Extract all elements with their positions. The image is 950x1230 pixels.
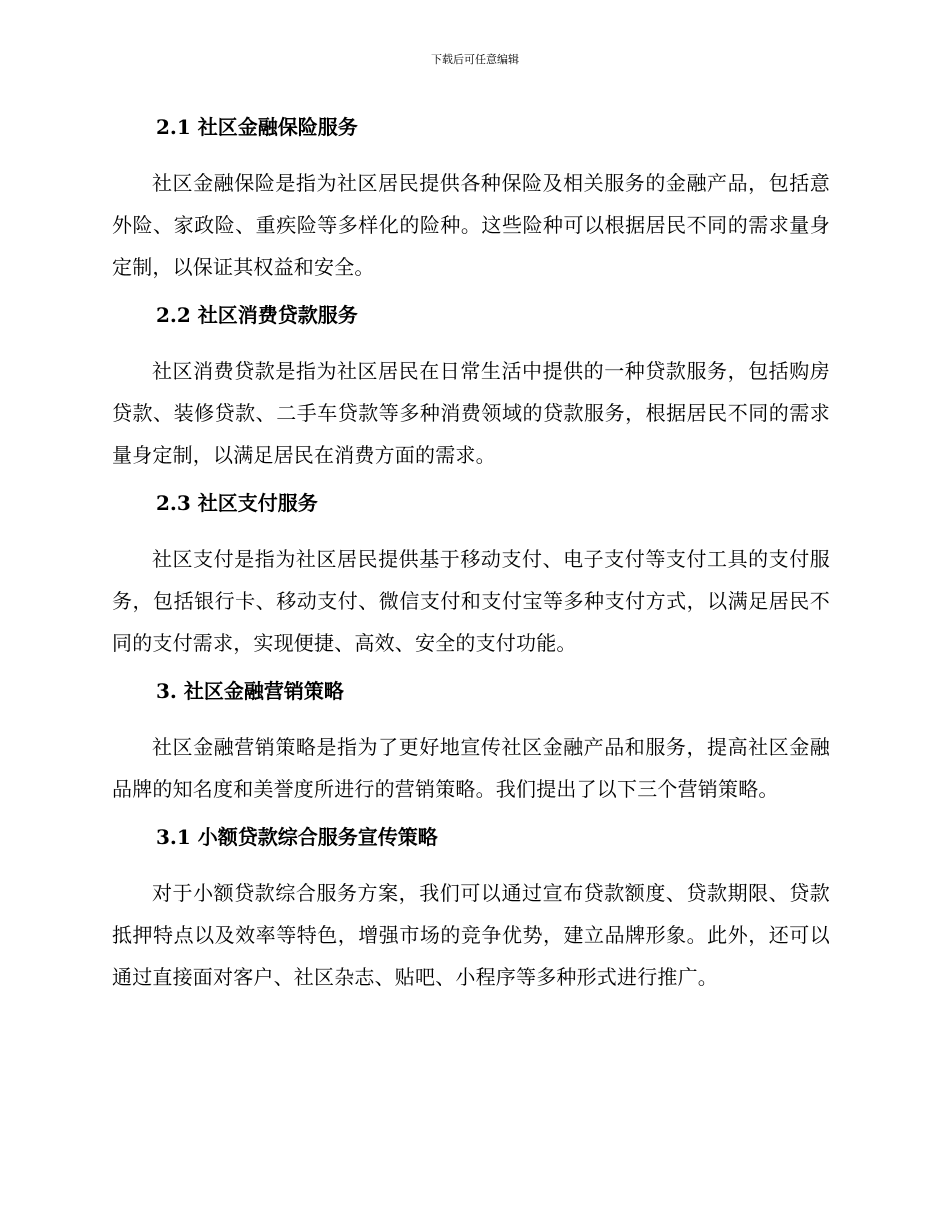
section-heading-2-2: 2.2 社区消费贷款服务: [156, 303, 358, 327]
section-heading-2-3: 2.3 社区支付服务: [156, 491, 318, 515]
section-paragraph-2-3: 社区支付是指为社区居民提供基于移动支付、电子支付等支付工具的支付服务，包括银行卡、移动支付、微信支付和支付宝等多种支付方式，以满足居民不同的支付需求，实现便捷、高效、安全的支付功能。: [112, 547, 830, 655]
section-paragraph-3: 社区金融营销策略是指为了更好地宣传社区金融产品和服务，提高社区金融品牌的知名度和美誉度所进行的营销策略。我们提出了以下三个营销策略。: [112, 735, 830, 801]
section-paragraph-3-1: 对于小额贷款综合服务方案，我们可以通过宣布贷款额度、贷款期限、贷款抵押特点以及效率等特色，增强市场的竞争优势，建立品牌形象。此外，还可以通过直接面对客户、社区杂志、贴吧、小程序等多种形式进行推广。: [112, 881, 830, 989]
section-heading-3-1: 3.1 小额贷款综合服务宣传策略: [156, 825, 438, 849]
document-body: [112, 110, 830, 998]
section-paragraph-2-1: 社区金融保险是指为社区居民提供各种保险及相关服务的金融产品，包括意外险、家政险、重疾险等多样化的险种。这些险种可以根据居民不同的需求量身定制，以保证其权益和安全。: [112, 171, 830, 279]
page-header: 下载后可任意编辑: [431, 53, 519, 66]
section-heading-2-1: 2.1 社区金融保险服务: [156, 115, 358, 139]
section-heading-3: 3. 社区金融营销策略: [156, 679, 344, 703]
section-paragraph-2-2: 社区消费贷款是指为社区居民在日常生活中提供的一种贷款服务，包括购房贷款、装修贷款、二手车贷款等多种消费领域的贷款服务，根据居民不同的需求量身定制，以满足居民在消费方面的需求。: [112, 359, 830, 467]
